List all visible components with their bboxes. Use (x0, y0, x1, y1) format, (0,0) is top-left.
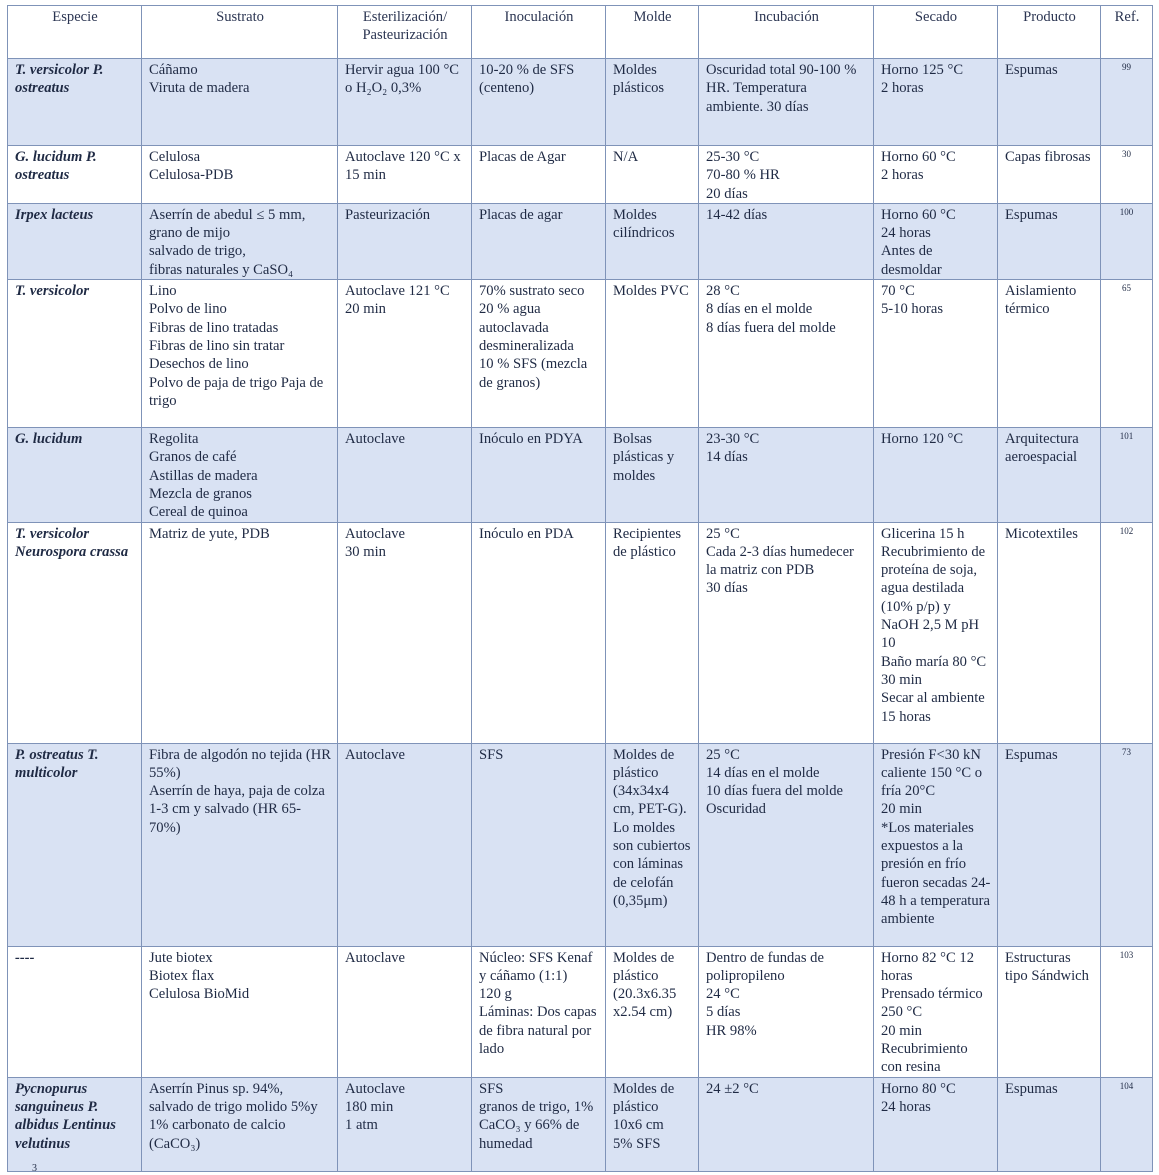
footnote: 3 (32, 1163, 37, 1174)
cell-substrate-line: Fibra de algodón no tejida (HR 55%) (149, 746, 335, 781)
cell-substrate-line: Aserrín de haya, paja de colza 1-3 cm y salvado (HR 65-70%) (149, 783, 329, 836)
cell-product (998, 743, 1101, 946)
cell-mold-line: Moldes de plástico (34x34x4 cm, PET-G). Lo moldes son cubiertos con láminas de celofán (0,35μm) (613, 746, 695, 909)
cell-incubation-line: 25 °C (706, 525, 740, 542)
cell-product (998, 203, 1101, 279)
cell-incubation-line: 25 °C (706, 746, 740, 763)
cell-drying (874, 743, 998, 946)
cell-substrate-line: Celulosa-PDB (149, 167, 234, 184)
cell-incubation-line: 70-80 % HR (706, 167, 780, 184)
cell-mold-line: 5% SFS (613, 1135, 661, 1152)
cell-substrate-line: Biotex flax (149, 967, 215, 984)
cell-mold (606, 59, 699, 146)
cell-substrate (142, 1077, 338, 1171)
cell-incubation-line: Oscuridad (706, 801, 766, 818)
cell-incubation-line: Cada 2-3 días humedecer la matriz con PDB (706, 543, 858, 579)
cell-mold (606, 203, 699, 279)
table-row (8, 428, 1153, 522)
cell-substrate (142, 743, 338, 946)
cell-product-line: Espumas (1005, 206, 1058, 223)
cell-inoculation (472, 946, 606, 1077)
cell-sterilization (338, 1077, 472, 1171)
table-row (8, 743, 1153, 946)
cell-inoculation (472, 743, 606, 946)
header-species: Especie (8, 6, 142, 59)
table-row (8, 522, 1153, 743)
cell-sterilization-line: Autoclave (345, 1080, 405, 1097)
cell-incubation-line: 25-30 °C (706, 149, 760, 165)
cell-sterilization-line: Autoclave (345, 431, 405, 448)
cell-incubation-line: 23-30 °C (706, 431, 760, 448)
cell-drying-line: Baño maría 80 °C 30 min (881, 653, 990, 688)
cell-incubation-line: 20 días (706, 185, 748, 202)
cell-drying (874, 59, 998, 146)
cell-mold (606, 146, 699, 204)
cell-ref: 102 (1101, 522, 1153, 743)
cell-species: T. versicolor P. ostreatus (8, 59, 142, 146)
cell-incubation (699, 1077, 874, 1171)
cell-species: Pycnopurus sanguineus P. albidus Lentinus velutinus (8, 1077, 142, 1171)
cell-incubation-line: Oscuridad total 90-100 % HR. Temperatura ambiente. 30 días (706, 62, 861, 115)
cell-incubation-line: 8 días fuera del molde (706, 319, 836, 336)
cell-ref: 65 (1101, 280, 1153, 428)
cell-sterilization (338, 146, 472, 204)
cell-ref: 100 (1101, 203, 1153, 279)
cell-substrate-line: salvado de trigo, (149, 243, 246, 260)
cell-incubation (699, 203, 874, 279)
cell-inoculation-line: Inóculo en PDYA (479, 431, 583, 448)
cell-drying-line: Horno 80 °C (881, 1080, 956, 1097)
cell-inoculation (472, 280, 606, 428)
cell-drying-line: Horno 82 °C 12 horas (881, 949, 978, 984)
cell-drying (874, 428, 998, 522)
cell-incubation-line: 30 días (706, 580, 748, 597)
cell-substrate-line: Cáñamo (149, 62, 198, 78)
cell-inoculation-line: Placas de agar (479, 206, 563, 223)
cell-mold-line: Moldes PVC (613, 283, 689, 300)
cell-product (998, 146, 1101, 204)
cell-inoculation-line: Inóculo en PDA (479, 525, 574, 542)
header-mold: Molde (606, 6, 699, 59)
cell-product (998, 946, 1101, 1077)
header-drying: Secado (874, 6, 998, 59)
header-incubation: Incubación (699, 6, 874, 59)
cell-sterilization-line: 1 atm (345, 1117, 378, 1134)
table-row (8, 203, 1153, 279)
cell-inoculation (472, 146, 606, 204)
cell-inoculation-line: 70% sustrato seco (479, 283, 585, 300)
cell-sterilization-line: Hervir agua 100 °C o H₂O₂ 0,3% (345, 62, 463, 97)
cell-drying-line: 20 min (881, 1022, 922, 1039)
cell-ref: 103 (1101, 946, 1153, 1077)
cell-drying-line: Antes de desmoldar (881, 243, 942, 278)
cell-drying-line: Horno 60 °C (881, 206, 956, 223)
cell-mold (606, 522, 699, 743)
cell-sterilization-line: 30 min (345, 543, 386, 560)
header-row (8, 6, 1153, 59)
cell-mold-line: Bolsas plásticas y moldes (613, 431, 678, 484)
cell-substrate (142, 946, 338, 1077)
cell-substrate-line: Aserrín de abedul ≤ 5 mm, grano de mijo (149, 206, 309, 242)
header-ref: Ref. (1101, 6, 1153, 59)
cell-drying-line: 2 horas (881, 167, 924, 184)
cell-mold (606, 280, 699, 428)
cell-inoculation-line: 10 % SFS (mezcla de granos) (479, 356, 591, 391)
cell-sterilization-line: Autoclave 120 °C x 15 min (345, 149, 465, 184)
cell-drying-line: Secar al ambiente 15 horas (881, 690, 989, 725)
cell-substrate-line: Polvo de paja de trigo Paja de trigo (149, 374, 327, 409)
cell-incubation (699, 146, 874, 204)
cell-sterilization (338, 280, 472, 428)
cell-product-line: Espumas (1005, 62, 1058, 78)
cell-ref: 30 (1101, 146, 1153, 204)
cell-mold-line: N/A (613, 149, 639, 165)
cell-incubation-line: 24 °C (706, 986, 740, 1003)
cell-substrate-line: fibras naturales y CaSO₄ (149, 261, 294, 278)
cell-sterilization (338, 203, 472, 279)
cell-species: G. lucidum (8, 428, 142, 522)
cell-substrate (142, 59, 338, 146)
cell-sterilization-line: 180 min (345, 1098, 394, 1115)
cell-incubation-line: 8 días en el molde (706, 301, 813, 318)
cell-mold-line: Recipientes de plástico (613, 525, 685, 560)
cell-drying (874, 280, 998, 428)
cell-drying-line: Horno 60 °C (881, 149, 956, 165)
cell-sterilization-line: Autoclave (345, 525, 405, 542)
cell-drying (874, 146, 998, 204)
cell-drying-line: Recubrimiento con resina (881, 1041, 972, 1076)
cell-substrate-line: Cereal de quinoa (149, 504, 248, 521)
cell-incubation-line: 5 días (706, 1004, 741, 1021)
cell-species: ---- (8, 946, 142, 1077)
cell-inoculation (472, 59, 606, 146)
cell-product-line: Arquitectura aeroespacial (1005, 431, 1083, 466)
cell-product-line: Estructuras tipo Sándwich (1005, 949, 1089, 984)
cell-product-line: Aislamiento térmico (1005, 283, 1080, 318)
cell-substrate-line: Regolita (149, 431, 199, 448)
cell-drying (874, 203, 998, 279)
cell-product-line: Espumas (1005, 746, 1058, 763)
cell-inoculation-line: SFS (479, 746, 504, 763)
cell-product (998, 280, 1101, 428)
cell-drying-line: Presión F<30 kN caliente 150 °C o fría 20°C (881, 746, 986, 800)
cell-species: G. lucidum P. ostreatus (8, 146, 142, 204)
cell-inoculation-line: Núcleo: SFS Kenaf y cáñamo (1:1) (479, 949, 597, 984)
cell-substrate-line: Desechos de lino (149, 356, 249, 373)
cell-drying-line: 70 °C (881, 283, 915, 300)
cell-inoculation (472, 522, 606, 743)
cell-incubation-line: Dentro de fundas de polipropileno (706, 949, 828, 984)
cell-inoculation-line: Láminas: Dos capas de fibra natural por lado (479, 1004, 601, 1058)
cell-sterilization-line: Autoclave (345, 746, 405, 763)
cell-incubation (699, 522, 874, 743)
cell-mold-line: Moldes plásticos (613, 62, 665, 97)
cell-product-line: Micotextiles (1005, 525, 1078, 542)
cell-mold-line: Moldes cilíndricos (613, 206, 675, 242)
cell-substrate (142, 522, 338, 743)
cell-substrate-line: Lino (149, 283, 177, 300)
cell-substrate-line: Aserrín Pinus sp. 94%, salvado de trigo molido 5%y 1% carbonato de calcio (CaCO₃) (149, 1080, 322, 1152)
header-inoculation: Inoculación (472, 6, 606, 59)
cell-substrate (142, 146, 338, 204)
cell-sterilization-line: Pasteurización (345, 206, 431, 223)
cell-substrate-line: Astillas de madera (149, 467, 258, 484)
cell-incubation (699, 743, 874, 946)
cell-product-line: Capas fibrosas (1005, 149, 1091, 165)
cell-substrate (142, 280, 338, 428)
cell-drying-line: Horno 125 °C (881, 62, 964, 78)
header-sterilization: Esterilización/ Pasteurización (338, 6, 472, 59)
cell-substrate-line: Jute biotex (149, 949, 213, 966)
cell-product (998, 522, 1101, 743)
header-substrate: Sustrato (142, 6, 338, 59)
cell-substrate (142, 203, 338, 279)
table-row (8, 280, 1153, 428)
table-row (8, 59, 1153, 146)
cell-mold-line: Moldes de plástico (613, 1080, 678, 1115)
cell-substrate-line: Mezcla de granos (149, 485, 252, 502)
cell-ref: 104 (1101, 1077, 1153, 1171)
cell-species: T. versicolor Neurospora crassa (8, 522, 142, 743)
cell-sterilization (338, 946, 472, 1077)
cell-species: P. ostreatus T. multicolor (8, 743, 142, 946)
cell-incubation (699, 59, 874, 146)
cell-ref: 99 (1101, 59, 1153, 146)
cell-sterilization-line: Autoclave 121 °C (345, 283, 450, 300)
cell-ref: 101 (1101, 428, 1153, 522)
cell-mold (606, 1077, 699, 1171)
cell-substrate-line: Matriz de yute, PDB (149, 525, 270, 542)
cell-sterilization (338, 743, 472, 946)
cell-inoculation-line: granos de trigo, 1% CaCO₃ y 66% de humedad (479, 1098, 597, 1152)
cell-sterilization-line: Autoclave (345, 949, 405, 966)
cell-product (998, 1077, 1101, 1171)
cell-mold-line: 10x6 cm (613, 1117, 664, 1134)
cell-inoculation (472, 1077, 606, 1171)
cell-drying-line: 2 horas (881, 80, 924, 97)
cell-drying-line: 5-10 horas (881, 301, 944, 318)
cell-substrate (142, 428, 338, 522)
cell-product (998, 59, 1101, 146)
cell-inoculation-line: 20 % agua autoclavada desmineralizada (479, 301, 574, 354)
table-body (8, 59, 1153, 1172)
header-product: Producto (998, 6, 1101, 59)
cell-drying-line: 24 horas (881, 1098, 931, 1115)
cell-substrate-line: Fibras de lino sin tratar (149, 337, 285, 354)
cell-inoculation-line: Placas de Agar (479, 149, 566, 165)
cell-drying-line: Prensado térmico 250 °C (881, 986, 987, 1021)
cell-incubation-line: 14-42 días (706, 206, 768, 223)
cell-drying-line: Recubrimiento de proteína de soja, agua destilada (10% p/p) y NaOH 2,5 M pH 10 (881, 543, 989, 652)
cell-substrate-line: Celulosa (149, 149, 201, 165)
cell-incubation (699, 946, 874, 1077)
cell-ref: 73 (1101, 743, 1153, 946)
cell-incubation-line: 10 días fuera del molde (706, 783, 843, 800)
cell-mold (606, 743, 699, 946)
cell-substrate-line: Viruta de madera (149, 80, 250, 97)
cell-species: Irpex lacteus (8, 203, 142, 279)
table-row (8, 946, 1153, 1077)
cell-sterilization (338, 59, 472, 146)
cell-drying-line: *Los materiales expuestos a la presión en frío fueron secadas 24-48 h a temperatura ambiente (881, 819, 994, 928)
cell-inoculation-line: SFS (479, 1080, 504, 1097)
cell-substrate-line: Fibras de lino tratadas (149, 319, 279, 336)
cell-sterilization (338, 428, 472, 522)
cell-mold (606, 946, 699, 1077)
cell-drying-line: 24 horas (881, 225, 931, 242)
cell-drying (874, 522, 998, 743)
cell-substrate-line: Polvo de lino (149, 301, 227, 318)
cell-mold-line: Moldes de plástico (20.3x6.35 x2.54 cm) (613, 949, 680, 1021)
cell-sterilization-line: 20 min (345, 301, 386, 318)
cell-incubation (699, 280, 874, 428)
table-row (8, 1077, 1153, 1171)
cell-incubation-line: 28 °C (706, 283, 740, 300)
cell-drying-line: Horno 120 °C (881, 431, 964, 448)
cell-product-line: Espumas (1005, 1080, 1058, 1097)
cell-incubation-line: 24 ±2 °C (706, 1080, 759, 1097)
methods-table (7, 5, 1153, 1172)
cell-drying-line: Glicerina 15 h (881, 525, 965, 542)
cell-substrate-line: Celulosa BioMid (149, 986, 250, 1003)
cell-incubation (699, 428, 874, 522)
cell-incubation-line: 14 días (706, 449, 748, 466)
cell-incubation-line: 14 días en el molde (706, 764, 820, 781)
cell-inoculation (472, 428, 606, 522)
cell-drying (874, 1077, 998, 1171)
cell-incubation-line: HR 98% (706, 1022, 757, 1039)
cell-inoculation (472, 203, 606, 279)
table-row (8, 146, 1153, 204)
cell-drying-line: 20 min (881, 801, 922, 818)
cell-drying (874, 946, 998, 1077)
cell-inoculation-line: 10-20 % de SFS (centeno) (479, 62, 578, 97)
cell-mold (606, 428, 699, 522)
cell-sterilization (338, 522, 472, 743)
cell-species: T. versicolor (8, 280, 142, 428)
cell-product (998, 428, 1101, 522)
cell-substrate-line: Granos de café (149, 449, 237, 466)
cell-inoculation-line: 120 g (479, 986, 512, 1003)
